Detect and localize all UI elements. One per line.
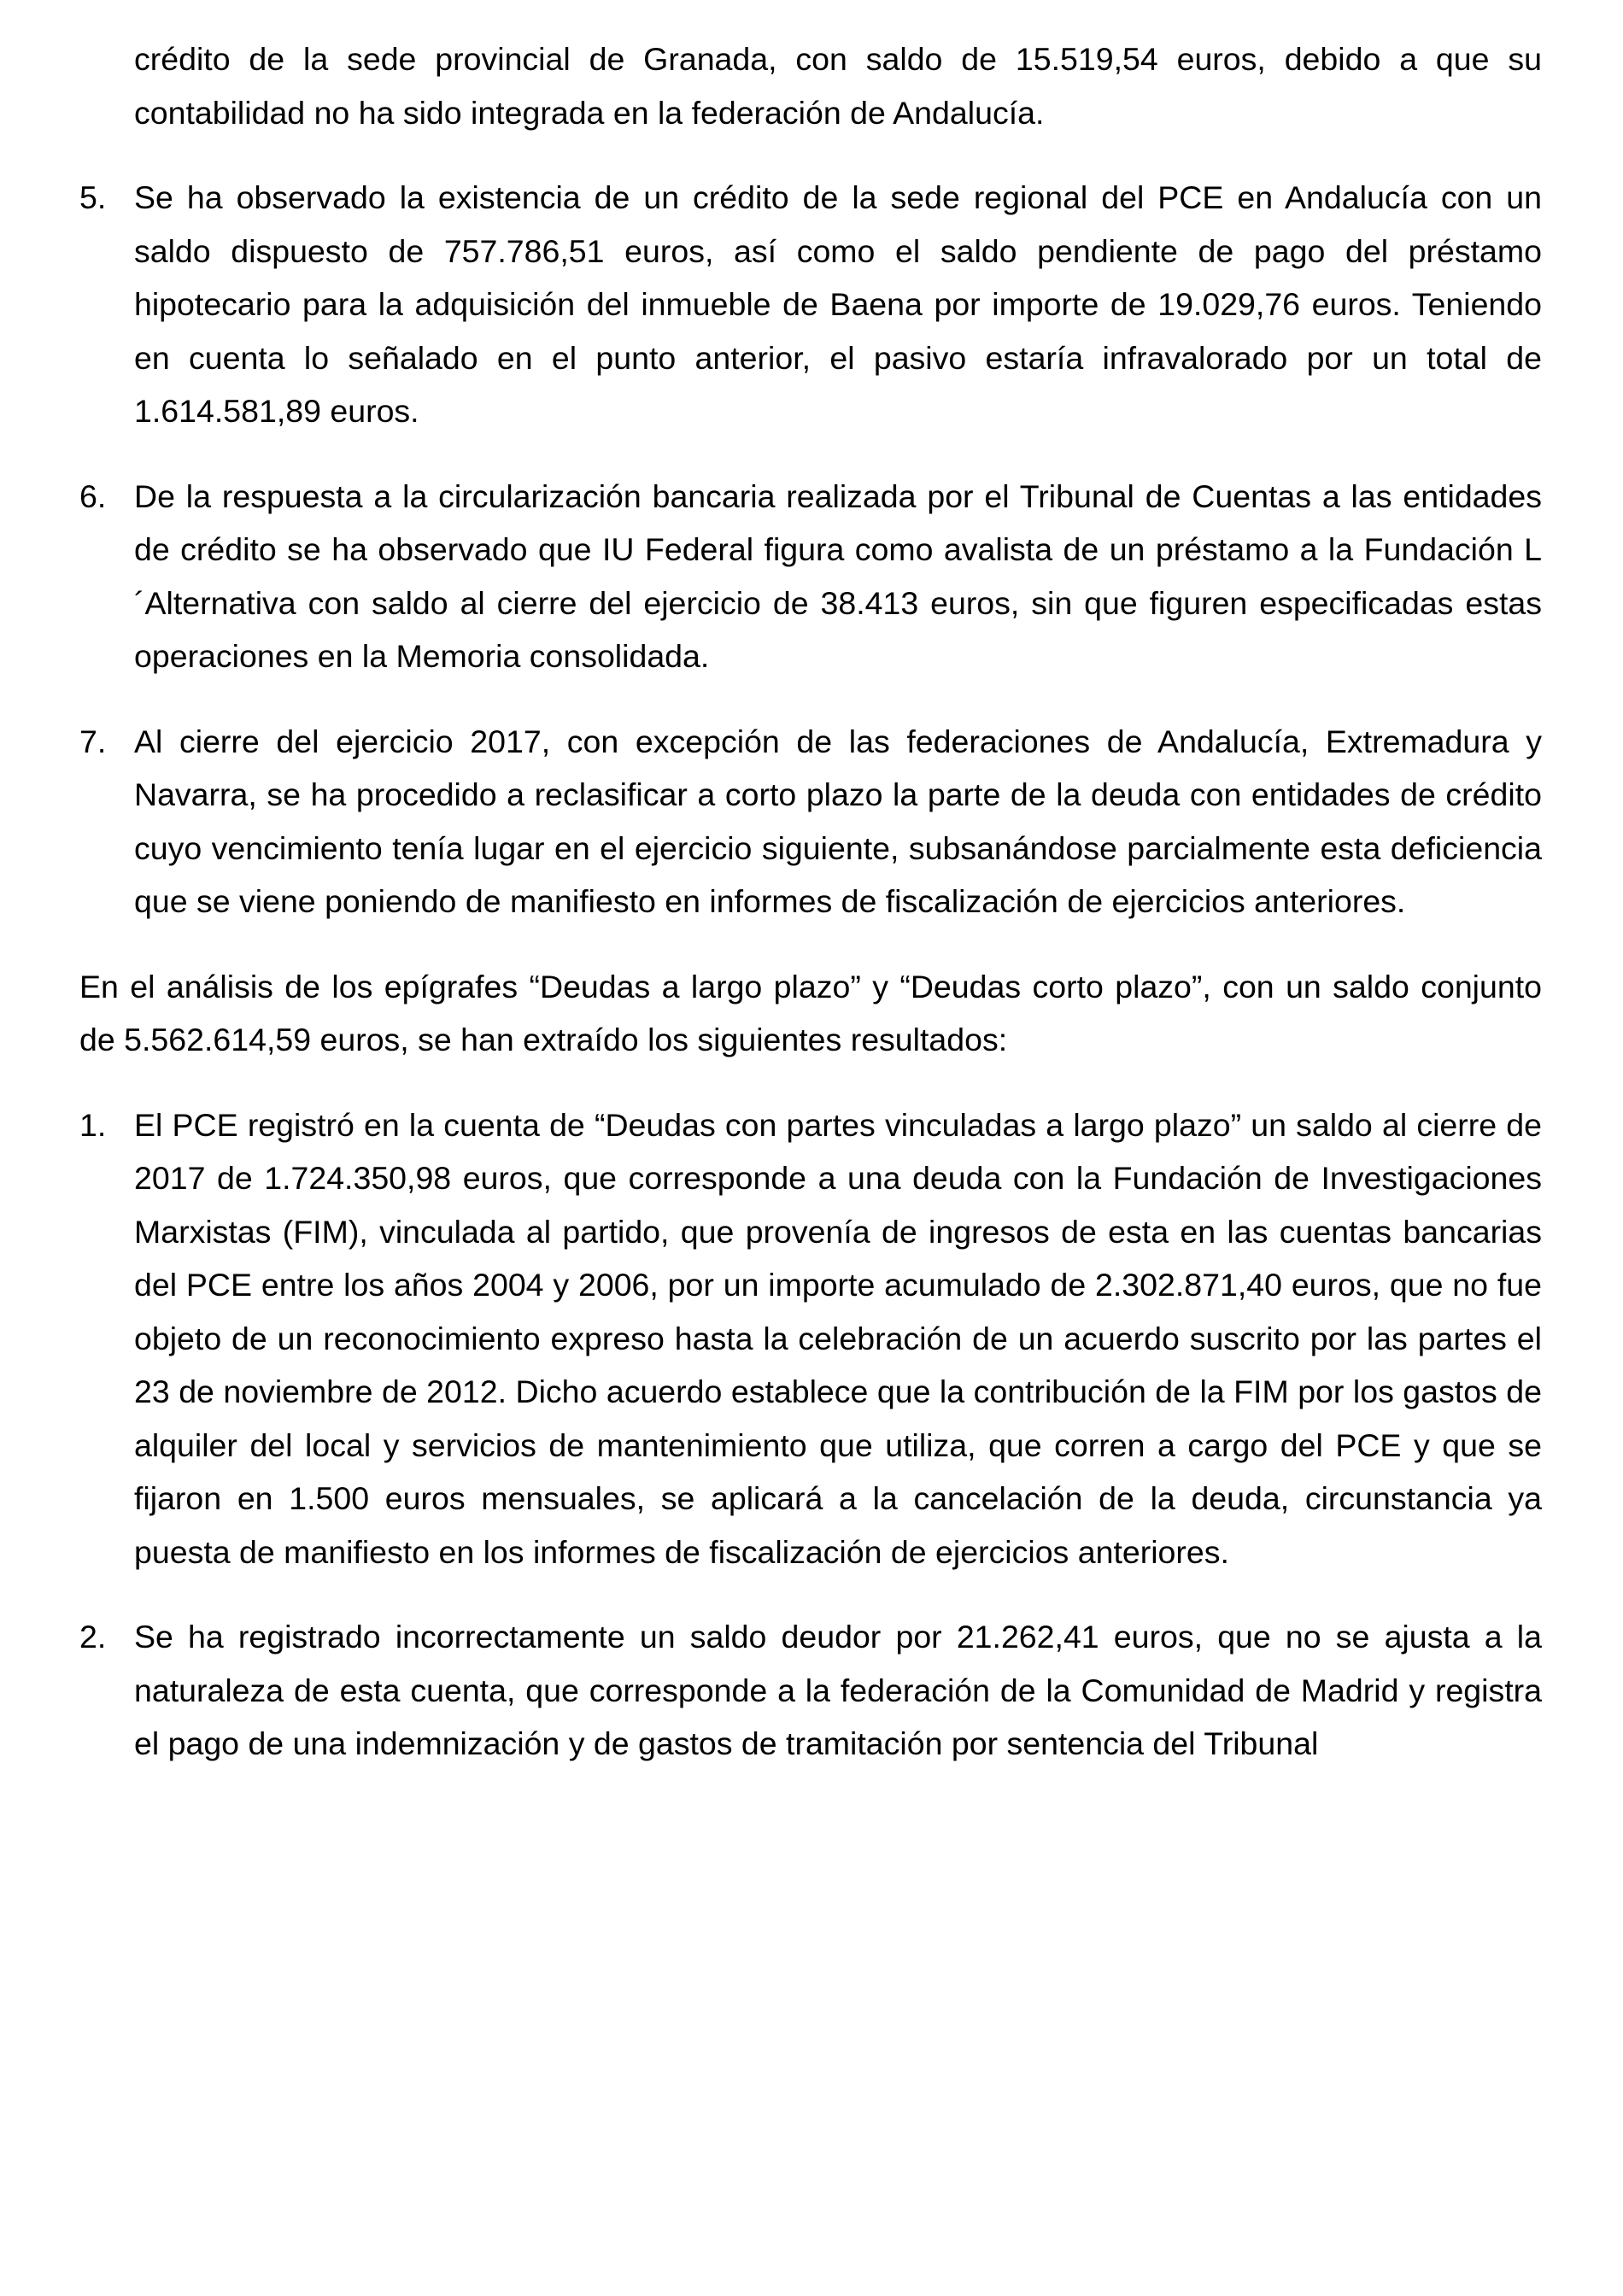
list-item-number: 1. xyxy=(79,1106,107,1143)
list-item-5 xyxy=(79,171,1542,438)
list-item-text: De la respuesta a la circularización bancaria realizada por el Tribunal de Cuentas a las entidades de crédito se ha observado que IU Federal figura como avalista de un préstamo a la Fundación L´Alternativa con saldo al cierre del ejercicio de 38.413 euros, sin que figuren especificadas estas operaciones en la Memoria consolidada. xyxy=(134,477,1542,674)
list-item-1 xyxy=(79,1098,1542,1579)
list-item-number: 5. xyxy=(79,179,107,215)
document-page xyxy=(79,32,1542,1771)
list-item-2 xyxy=(79,1610,1542,1771)
list-item-number: 2. xyxy=(79,1619,107,1655)
list-item-number: 7. xyxy=(79,723,107,759)
list-item-text: Se ha registrado incorrectamente un saldo deudor por 21.262,41 euros, que no se ajusta a la naturaleza de esta cuenta, que corresponde a la federación de la Comunidad de Madrid y registra el pago de una indemnización y de gastos de tramitación por sentencia del Tribunal xyxy=(134,1619,1542,1761)
list-item-text: El PCE registró en la cuenta de “Deudas con partes vinculadas a largo plazo” un saldo al cierre de 2017 de 1.724.350,98 euros, que corresponde a una deuda con la Fundación de Investigaciones Marxistas (FIM), vinculada al partido, que provenía de ingresos de esta en las cuentas bancarias del PCE entre los años 2004 y 2006, por un importe acumulado de 2.302.871,40 euros, que no fue objeto de un reconocimiento expreso hasta la celebración de un acuerdo suscrito por las partes el 23 de noviembre de 2012. Dicho acuerdo establece que la contribución de la FIM por los gastos de alquiler del local y servicios de mantenimiento que utiliza, que corren a cargo del PCE y que se fijaron en 1.500 euros mensuales, se aplicará a la cancelación de la deuda, circunstancia ya puesta de manifiesto en los informes de fiscalización de ejercicios anteriores. xyxy=(134,1106,1542,1570)
list-item-text: Al cierre del ejercicio 2017, con excepción de las federaciones de Andalucía, Extremadura y Navarra, se ha procedido a reclasificar a corto plazo la parte de la deuda con entidades de crédito cuyo vencimiento tenía lugar en el ejercicio siguiente, subsanándose parcialmente esta deficiencia que se viene poniendo de manifiesto en informes de fiscalización de ejercicios anteriores. xyxy=(134,723,1542,919)
continuation-paragraph: crédito de la sede provincial de Granada, con saldo de 15.519,54 euros, debido a que su contabilidad no ha sido integrada en la federación de Andalucía. xyxy=(134,41,1542,131)
list-item-text: Se ha observado la existencia de un crédito de la sede regional del PCE en Andalucía con un saldo dispuesto de 757.786,51 euros, así como el saldo pendiente de pago del préstamo hipotecario para la adquisición del inmueble de Baena por importe de 19.029,76 euros. Teniendo en cuenta lo señalado en el punto anterior, el pasivo estaría infravalorado por un total de 1.614.581,89 euros. xyxy=(134,179,1542,429)
list-item-number: 6. xyxy=(79,477,107,514)
list-item-7 xyxy=(79,715,1542,928)
list-item-6 xyxy=(79,470,1542,683)
intro-paragraph: En el análisis de los epígrafes “Deudas a largo plazo” y “Deudas corto plazo”, con un saldo conjunto de 5.562.614,59 euros, se han extraído los siguientes resultados: xyxy=(79,968,1542,1057)
